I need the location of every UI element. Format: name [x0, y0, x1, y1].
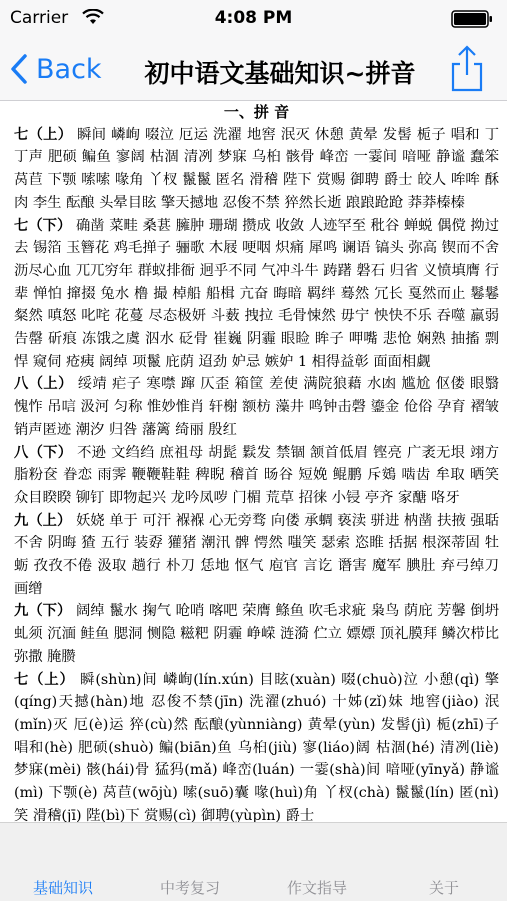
- page-title: 初中语文基础知识~拼音: [144, 59, 416, 88]
- status-bar: [0, 0, 507, 38]
- section-label: 九（上）: [14, 512, 72, 529]
- back-label: Back: [36, 53, 102, 85]
- section-paragraph: [14, 215, 499, 374]
- section-text: 绥靖 疟子 寒噤 蹿 仄歪 箱筐 差使 满院狼藉 水凼 尴尬 伛偻 眼翳 愧怍 吊唁 汲河 匀称 惟妙惟肖 轩榭 额枋 藻井 鸣钟击磬 鎏金 伧俗 孕育 褶皱 销声匿迹 潮汐 归咎 藩篱 绮丽 殷红: [14, 376, 500, 438]
- section-label: 八（上）: [14, 376, 73, 393]
- section-text: 确凿 菜畦 桑葚 臃肿 珊瑚 攒成 收敛 人迹罕至 秕谷 蝉蜕 偶傥 拗过去 锡箔 玉簪花 鸡毛掸子 骊歌 木屐 哽咽 炽痛 犀鸣 谰语 镐头 弥高 锲而不舍 沥尽心血 兀兀穷年 群蚁排衙 迥乎不同 气冲斗牛 踌躇 磐石 归省 义愤填膺 行辈 惮怕 撺掇 兔水 橹 撮 棹船 船楫 亢奋 晦暗 羁绊 蓦然 冗长 戛然而止 鬈鬈 粲然 嗔怒 叱咤 花蔓 尽态极妍 斗薮 拽拉 毛骨悚然 毋宁 怏快不乐 吞噬 羸弱 告罄 斫痕 冻饿之虞 泅水 砭骨 崔巍 阴霾 眼睑 眸子 呷嘴 悲怆 娴熟 抽搐 剽悍 窥伺 疮痍 阔绰 项鬣 庇荫 迢劲 妒忌 嫉妒 1 相得益彰 面面相觑: [14, 217, 500, 370]
- share-button[interactable]: [449, 44, 485, 94]
- section-text: 不逊 文绉绉 庶祖母 胡髭 鬏发 禁锢 颔首低眉 铿亮 广袤无垠 翊方 脂粉奁 眷恋 雨霁 鞭鞭鞋鞋 稗睨 稽首 旸谷 短娩 鲲鹏 斥鴳 啮齿 牟取 晒笑 众目睽睽 铆钉 即物起兴 龙吟凤哕 门楣 荒草 招徕 小锓 亭齐 家醣 咯牙: [14, 444, 500, 506]
- section-text: 瞬(shùn)间 嶙峋(lín.xún) 目眩(xuàn) 啜(chuò)泣 小憩(qì) 擎(qíng)天撼(hàn)地 忍俊不禁(jīn) 洗濯(zhuó) 十姊(zǐ)妹 地窖(jiào) 泯(mǐn)灭 厄(è)运 猝(cù)然 酝酿(yùnniàng) 黄晕(yùn) 发髻(jì) 栀(zhī)子 唱和(hè) 肥硕(shuò) 鳊(biān)鱼 乌桕(jiù) 寥(liáo)阔 枯涸(hé) 清冽(liè) 梦寐(mèi) 骸(hái)骨 猛犸(mǎ) 峰峦(luán) 一霎(shà)间 喑哑(yīnyǎ) 静谧(mì) 下颚(è) 莴苣(wōjù) 嗦(suō)囊 喙(huì)角 丫杈(chà) 鬣鬣(lín) 匿(nì)笑 滑稽(jī) 陛(bì)下 赏赐(cì) 御聘(yùpìn) 爵士: [14, 671, 500, 822]
- tab-about[interactable]: 关于: [428, 879, 459, 897]
- section-label: 九（下）: [14, 603, 72, 620]
- section-text: 妖娆 单于 可汗 褓褓 心无旁骛 向偻 承蜩 亵渎 骈进 枘凿 扶掖 强聒不舍 阴晦 猹 五行 装孬 獾猪 潮汛 髀 愕然 嗤笑 瑟索 恣睢 括据 根深蒂固 牡蛎 孜孜不倦 汲取 趟行 朴刀 恁地 怄气 庖官 言讫 谮害 魔军 腆肚 弃弓绰刀 画缯: [14, 512, 500, 597]
- share-icon: [449, 44, 485, 94]
- section-paragraph: [14, 373, 499, 441]
- back-button[interactable]: [10, 48, 102, 90]
- chevron-left-icon: [10, 53, 28, 85]
- battery-icon: [451, 10, 493, 28]
- section-label: 八（下）: [14, 444, 73, 461]
- section-paragraph: [14, 124, 499, 215]
- tab-exam-review[interactable]: 中考复习: [159, 879, 220, 897]
- document-heading: 一、拼 音: [223, 103, 290, 121]
- section-paragraph: [14, 510, 499, 601]
- section-paragraph: [14, 669, 499, 822]
- section-paragraph: [14, 442, 499, 510]
- section-text: 瞬间 嶙峋 啜泣 厄运 洗濯 地窖 泯灭 休憩 黄晕 发髻 栀子 唱和 丁丁声 肥硕 鳊鱼 寥阔 枯涸 清冽 梦寐 乌桕 骸骨 峰峦 一霎间 喑哑 静谧 蠢笨 莴苣 下颚 嗦嗦 喙角 丫杈 鬣鬣 匿名 滑稽 陛下 赏赐 御聘 爵士 皎人 哞哞 酥肉 李生 酝酿 头晕目眩 擎天撼地 忍俊不禁 猝然长逝 踉踉跄跄 莽莽榛榛: [14, 126, 499, 211]
- section-paragraph: [14, 600, 499, 668]
- section-label: 七（上）: [14, 671, 75, 688]
- document-body: [0, 101, 507, 822]
- document-view[interactable]: [0, 101, 507, 822]
- tab-basics[interactable]: 基础知识: [32, 879, 93, 897]
- section-label: 七（下）: [14, 217, 72, 234]
- section-label: 七（上）: [14, 126, 73, 143]
- section-text: 阔绰 鬣水 掬气 呛哨 喀吧 荣膺 鲦鱼 吹毛求疵 枭鸟 荫庇 芳馨 倒坍 虬须 沉湎 鲑鱼 腮洞 恻隐 糍粑 阴霾 峥嵘 涟漪 伫立 嫖嫖 顶礼膜拜 鳞次栉比 弥撒 腌臜: [14, 603, 500, 665]
- clock: 4:08 PM: [214, 8, 293, 28]
- navigation-bar: [0, 38, 507, 101]
- carrier-label: Carrier: [10, 8, 69, 28]
- tab-bar: [0, 822, 507, 901]
- tab-writing-guide[interactable]: 作文指导: [286, 879, 347, 897]
